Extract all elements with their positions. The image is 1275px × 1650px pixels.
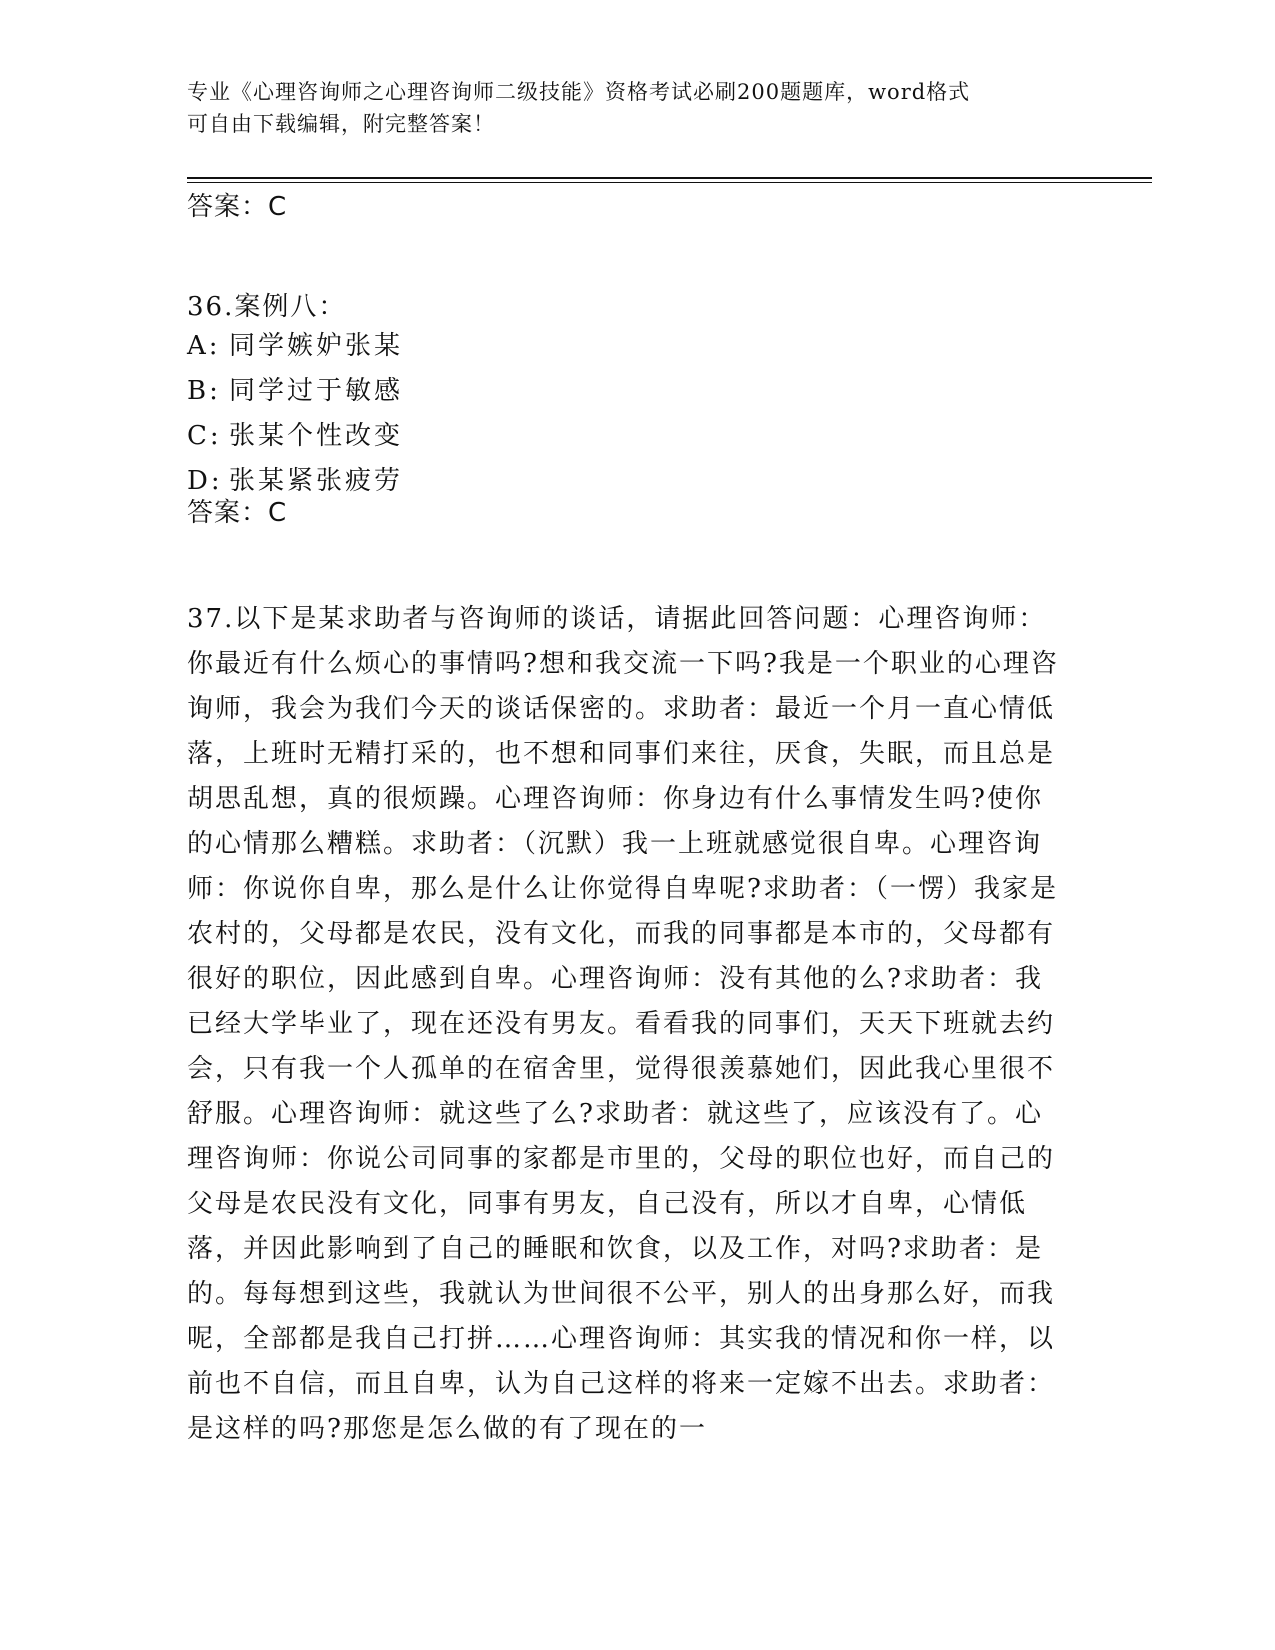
question-36-options [187,324,403,504]
option-c [187,414,403,459]
option-b [187,369,403,414]
option-letter: B: [187,376,221,406]
option-letter: C: [187,421,222,451]
question-36-answer: 答案：C [187,498,288,528]
option-a [187,324,403,369]
header-line-2: 可自由下载编辑，附完整答案！ [187,112,495,136]
option-text: 张某紧张疲劳 [229,466,404,496]
option-text: 张某个性改变 [229,421,404,451]
header-line-1: 专业《心理咨询师之心理咨询师二级技能》资格考试必刷200题题库，word格式 [187,80,971,104]
option-letter: A: [187,331,221,361]
option-text: 同学嫉妒张某 [229,331,404,361]
header-divider [187,177,1152,179]
option-text: 同学过于敏感 [229,376,404,406]
question-37-passage: 37.以下是某求助者与咨询师的谈话，请据此回答问题：心理咨询师：你最近有什么烦心的事情吗?想和我交流一下吗?我是一个职业的心理咨询师，我会为我们今天的谈话保密的。求助者：最近一个月一直心情低落，上班时无精打采的，也不想和同事们来往，厌食，失眠，而且总是胡思乱想，真的很烦躁。心理咨询师：你身边有什么事情发生吗?使你的心情那么糟糕。求助者：（沉默）我一上班就感觉很自卑。心理咨询师：你说你自卑，那么是什么让你觉得自卑呢?求助者：（一愣）我家是农村的，父母都是农民，没有文化，而我的同事都是本市的，父母都有很好的职位，因此感到自卑。心理咨询师：没有其他的么?求助者：我已经大学毕业了，现在还没有男友。看看我的同事们，天天下班就去约会，只有我一个人孤单的在宿舍里，觉得很羡慕她们，因此我心里很不舒服。心理咨询师：就这些了么?求助者：就这些了，应该没有了。心理咨询师：你说公司同事的家都是市里的，父母的职位也好，而自己的父母是农民没有文化，同事有男友，自己没有，所以才自卑，心情低落，并因此影响到了自己的睡眠和饮食，以及工作，对吗?求助者：是的。每每想到这些，我就认为世间很不公平，别人的出身那么好，而我呢，全部都是我自己打拼……心理咨询师：其实我的情况和你一样，以前也不自信，而且自卑，认为自己这样的将来一定嫁不出去。求助者：是这样的吗?那您是怎么做的有了现在的一 [187,604,1059,1444]
previous-answer: 答案：C [187,192,288,222]
option-letter: D: [187,466,223,496]
question-36-title: 36.案例八： [187,292,347,322]
header-divider-thin [187,182,1152,183]
document-header [187,76,1067,140]
